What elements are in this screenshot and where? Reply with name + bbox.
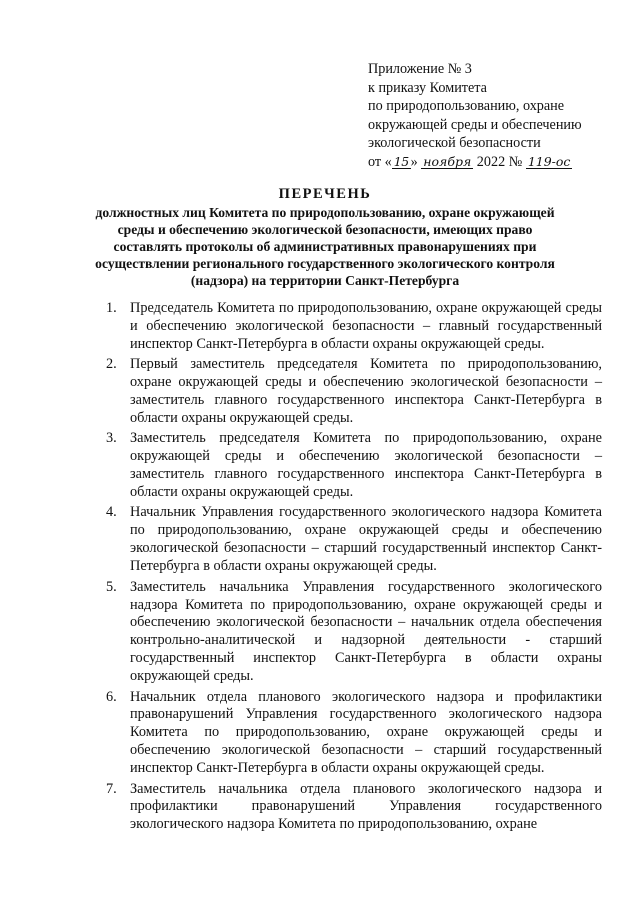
list-item — [106, 689, 602, 779]
list-item-text: Заместитель начальника Управления государственного экологического надзора Комитета по природопользованию, охране окружающей среды и обеспечению экологической безопасности – начальник отдела обеспечения контрольно-аналитической и надзорной деятельности - старший государственный инспектор Санкт-Петербурга в области охраны окружающей среды. — [130, 578, 602, 685]
list-item-number: 4. — [106, 504, 117, 521]
appendix-line: по природопользованию, охране — [368, 98, 565, 115]
list-item — [106, 430, 602, 502]
list-item-text: Начальник отдела планового экологического надзора и профилактики правонарушений Управления государственного экологического надзора Комитета по природопользованию, охране окружающей среды и обеспечению экологической безопасности – старший государственный инспектор Санкт-Петербурга в области охраны окружающей среды. — [130, 688, 602, 777]
document-heading — [88, 184, 562, 289]
list-item — [106, 504, 602, 576]
list-item-number: 2. — [106, 356, 117, 373]
list-item-text: Председатель Комитета по природопользованию, охране окружающей среды и обеспечению экологической безопасности – главный государственный инспектор Санкт-Петербурга в области охраны окружающей среды. — [130, 300, 602, 352]
document-title: ПЕРЕЧЕНЬ — [278, 186, 372, 202]
list-item-text: Заместитель начальника отдела планового экологического надзора и профилактики правонарушений Управления государственного экологического надзора Комитета по природопользованию, охране — [130, 780, 602, 833]
date-mid: » — [410, 153, 418, 170]
list-item-text: Начальник Управления государственного экологического надзора Комитета по природопользованию, охране окружающей среды и обеспечению экологической безопасности – старший государственный инспектор Санкт-Петербурга в области охраны окружающей среды. — [130, 504, 602, 575]
handwritten-month: ноября — [423, 153, 472, 169]
appendix-line: к приказу Комитета — [368, 79, 487, 96]
list-item — [106, 781, 602, 835]
list-item-text: Первый заместитель председателя Комитета по природопользованию, охране окружающей среды и обеспечению экологической безопасности – заместитель главного государственного инспектора Санкт-Петербурга в области охраны окружающей среды. — [130, 356, 602, 426]
handwritten-number: 119-ос — [527, 153, 571, 169]
list-item-number: 5. — [106, 578, 117, 595]
appendix-block — [368, 60, 618, 172]
list-item — [106, 356, 602, 428]
appendix-line: окружающей среды и обеспечению — [368, 116, 582, 133]
handwritten-day: 15 — [393, 153, 409, 169]
list-item — [106, 579, 602, 686]
list-item-text: Заместитель председателя Комитета по природопользованию, охране окружающей среды и обеспечению экологической безопасности – заместитель главного государственного инспектора Санкт-Петербурга в области охраны окружающей среды. — [130, 430, 602, 501]
list-item-number: 1. — [106, 300, 117, 316]
document-subtitle: должностных лиц Комитета по природопользованию, охране окружающей среды и обеспечению экологической безопасности, имеющих право составлять протоколы об административных правонарушениях при осуществлении регионального государственного экологического контроля (надзора) на территории Санкт-Петербурга — [95, 205, 555, 288]
list-item-number: 3. — [106, 430, 117, 447]
appendix-line: экологической безопасности — [368, 135, 541, 152]
date-year: 2022 № — [476, 153, 523, 170]
official-list — [106, 300, 602, 837]
list-item — [106, 300, 602, 354]
appendix-line: Приложение № 3 — [368, 61, 472, 77]
appendix-date-line — [368, 153, 618, 172]
list-item-number: 6. — [106, 688, 117, 705]
date-prefix: от « — [368, 153, 392, 170]
list-item-number: 7. — [106, 780, 117, 797]
